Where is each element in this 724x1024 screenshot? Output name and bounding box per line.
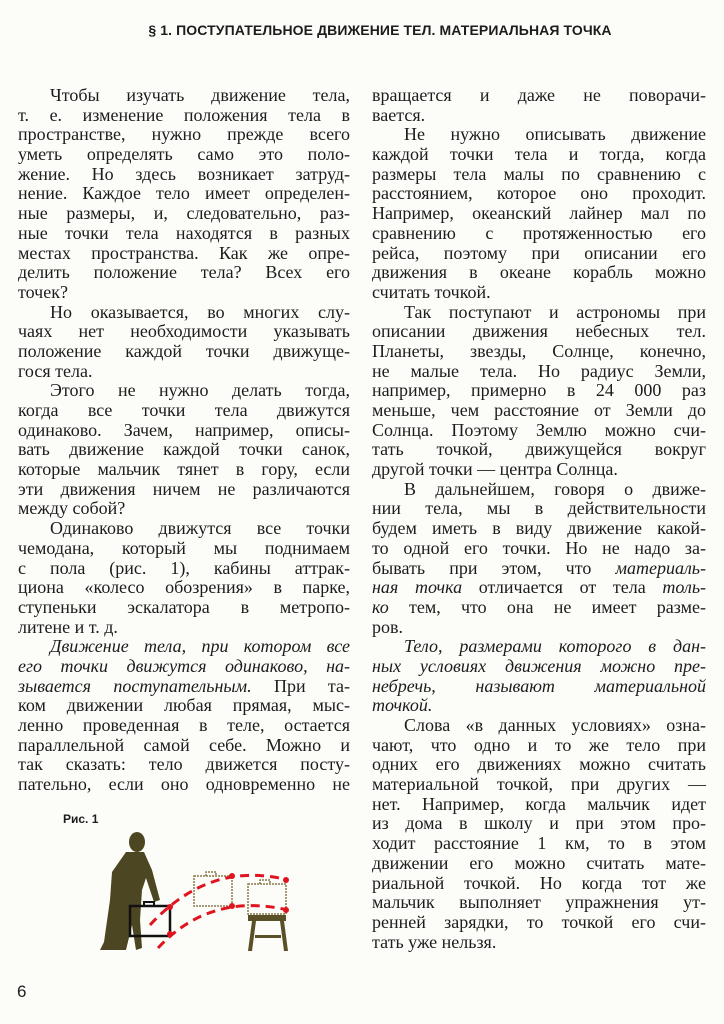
text-line	[18, 677, 350, 697]
text-line	[372, 460, 706, 480]
text-line	[372, 342, 706, 362]
text-line	[372, 657, 706, 677]
text-line	[372, 165, 706, 185]
text: литене и т. д.	[18, 616, 118, 637]
text-line	[372, 283, 706, 303]
italic-text: ко	[372, 596, 389, 617]
text-line	[372, 716, 706, 736]
text-line	[372, 362, 706, 382]
text-line	[18, 381, 350, 401]
text-line	[372, 106, 706, 126]
text: Одинаково движутся все точки	[50, 518, 350, 539]
text-line	[372, 381, 706, 401]
text: отличается от тела	[462, 577, 663, 598]
text: эти движения ничем не различаются	[18, 478, 350, 499]
text-line	[372, 440, 706, 460]
text: то одной его точки. Но не надо за-	[372, 537, 706, 558]
italic-text: Движение тела, при котором все	[50, 636, 350, 657]
italic-text: Тело, размерами которого в дан-	[404, 636, 706, 657]
text: Например, океанский лайнер мал по	[372, 203, 706, 224]
text-line	[18, 224, 350, 244]
text: Солнца. Поэтому Землю можно счи-	[372, 419, 706, 440]
text-line	[372, 578, 706, 598]
text: вращается и даже не поворачи-	[372, 85, 706, 105]
italic-text: небречь, называют материальной	[372, 675, 706, 696]
right-column	[372, 86, 706, 952]
italic-text: зывается поступательным.	[18, 675, 252, 696]
text: мальчик выполняет упражнения ут-	[372, 892, 706, 913]
text-line	[372, 893, 706, 913]
text-line	[18, 539, 350, 559]
text: расстоянием, которое оно проходит.	[372, 183, 706, 204]
paragraph	[18, 86, 350, 303]
text-line	[18, 145, 350, 165]
text-line	[372, 244, 706, 264]
text: из дома в школу и при этом про-	[372, 813, 706, 834]
text: между собой?	[18, 498, 126, 519]
text: чают, что одно и то же тело при	[372, 734, 706, 755]
text-line	[372, 125, 706, 145]
text-line	[372, 145, 706, 165]
text-line	[372, 322, 706, 342]
text: Так поступают и астрономы при	[404, 301, 706, 322]
text: материальной точкой, при других —	[372, 774, 706, 795]
text: точек?	[18, 281, 68, 302]
text-line	[372, 637, 706, 657]
text-line	[18, 637, 350, 657]
paragraph	[18, 381, 350, 519]
text-line	[18, 775, 350, 795]
text-line	[18, 499, 350, 519]
text-line	[18, 736, 350, 756]
text-line	[18, 303, 350, 323]
figure-caption: Рис. 1	[63, 812, 99, 826]
text-line	[18, 125, 350, 145]
text-line	[18, 184, 350, 204]
text: гося тела.	[18, 360, 93, 381]
text-line	[18, 755, 350, 775]
text-line	[18, 657, 350, 677]
text: тем, что она не имеет разме-	[388, 596, 706, 617]
text: когда все точки тела движутся	[18, 400, 350, 420]
text-line	[18, 480, 350, 500]
text-line	[372, 401, 706, 421]
paragraph	[372, 303, 706, 480]
text-line	[372, 204, 706, 224]
text: риальной точкой. Но когда тот же	[372, 872, 706, 893]
text-line	[372, 618, 706, 638]
paragraph	[372, 480, 706, 638]
text: т. е. изменение положения тела в	[18, 104, 350, 125]
text: одних его движениях можно считать	[372, 754, 706, 775]
paragraph	[18, 519, 350, 637]
text: Не нужно описывать движение	[404, 124, 706, 145]
text: каждой точки тела и тогда, когда	[372, 144, 706, 165]
text-line	[18, 244, 350, 264]
text-line	[372, 499, 706, 519]
suitcase-end	[248, 880, 286, 914]
text: будем иметь в виду движение какой-	[372, 518, 706, 539]
text-line	[18, 401, 350, 421]
text: Планеты, звезды, Солнце, конечно,	[372, 340, 706, 361]
text-line	[372, 814, 706, 834]
text: движения в океане корабль можно	[372, 262, 706, 283]
text: ходит расстояние 1 км, то в этом	[372, 833, 706, 854]
text-line	[18, 342, 350, 362]
paragraph	[372, 716, 706, 952]
text: циона «колесо обозрения» в парке,	[18, 577, 350, 598]
text-line	[18, 598, 350, 618]
text: меньше, чем расстояние от Земли до	[372, 400, 706, 420]
text: описании движения небесных тел.	[372, 321, 706, 342]
text: пательно, если оно одновременно не	[18, 774, 350, 795]
figure-suitcase-illustration	[80, 830, 310, 960]
text: чемодана, который мы поднимаем	[18, 537, 350, 558]
italic-text: толь-	[662, 577, 707, 598]
text: уметь определять само это поло-	[18, 144, 350, 165]
text-line	[18, 716, 350, 736]
text-line	[372, 86, 706, 106]
italic-text: точкой.	[372, 695, 433, 716]
text-line	[372, 184, 706, 204]
text: ров.	[372, 616, 403, 637]
text: Этого не нужно делать тогда,	[50, 380, 350, 401]
text-line	[18, 440, 350, 460]
text: При та-	[251, 675, 351, 696]
text: нии тела, мы в действительности	[372, 498, 706, 519]
stool	[248, 915, 288, 951]
text: Но оказывается, во многих слу-	[50, 301, 350, 322]
text-line	[372, 421, 706, 441]
text: пространстве, нужно прежде всего	[18, 124, 350, 145]
paragraph	[372, 86, 706, 125]
text: ступеньки эскалатора в метропо-	[18, 596, 350, 617]
text: движении его можно считать мате-	[372, 852, 706, 873]
left-column	[18, 86, 350, 795]
text-line	[372, 263, 706, 283]
text-line	[372, 736, 706, 756]
text: Слова «в данных условиях» озна-	[404, 715, 706, 735]
text: местах пространства. Как же опре-	[18, 242, 350, 263]
text: одинаково. Зачем, например, описы-	[18, 419, 350, 440]
text: сравнению с протяженностью его	[372, 222, 706, 243]
text-line	[372, 775, 706, 795]
text: рейса, поэтому при описании его	[372, 242, 706, 263]
text-line	[372, 874, 706, 894]
section-heading: § 1. ПОСТУПАТЕЛЬНОЕ ДВИЖЕНИЕ ТЕЛ. МАТЕРИАЛЬНАЯ ТОЧКА	[148, 22, 612, 38]
text: параллельной самой себе. Можно и	[18, 734, 350, 755]
text: которые мальчик тянет в гору, если	[18, 459, 350, 480]
text: например, примерно в 24 000 раз	[372, 380, 706, 401]
text: не малые тела. Но радиус Земли,	[372, 360, 706, 381]
text: ные размеры, и, следовательно, раз-	[18, 203, 350, 224]
text-line	[372, 913, 706, 933]
italic-text: его точки движутся одинаково, на-	[18, 655, 350, 676]
text: тать уже нельзя.	[372, 931, 497, 952]
text: положение каждой точки движуще-	[18, 340, 350, 361]
text: бывать при этом, что	[372, 557, 616, 578]
text-line	[18, 263, 350, 283]
text: Чтобы изучать движение тела,	[50, 85, 350, 105]
text-line	[372, 303, 706, 323]
text: ренней зарядки, то точкой его счи-	[372, 911, 706, 932]
text-line	[372, 677, 706, 697]
text-line	[372, 539, 706, 559]
text-line	[372, 224, 706, 244]
text: ком движении любая прямая, мыс-	[18, 695, 350, 716]
text: нет. Например, когда мальчик идет	[372, 793, 706, 814]
text: делить положение тела? Всех его	[18, 262, 350, 283]
text: В дальнейшем, говоря о движе-	[404, 478, 706, 499]
text-line	[18, 165, 350, 185]
text-line	[18, 322, 350, 342]
text-line	[18, 578, 350, 598]
text: ные точки тела находятся в разных	[18, 222, 350, 243]
text-line	[372, 519, 706, 539]
text-line	[372, 559, 706, 579]
paragraph	[372, 125, 706, 302]
text: с пола (рис. 1), кабины аттрак-	[18, 557, 350, 578]
paragraph	[18, 303, 350, 382]
text-line	[18, 421, 350, 441]
text-line	[18, 559, 350, 579]
text: размеры тела малы по сравнению с	[372, 163, 706, 184]
text-line	[372, 933, 706, 953]
text: ленно проведенная в теле, остается	[18, 715, 350, 735]
text: жение. Но здесь возникает затруд-	[18, 163, 350, 184]
paragraph	[372, 637, 706, 716]
text-line	[18, 460, 350, 480]
page-number: 6	[17, 982, 27, 1001]
text-line	[18, 106, 350, 126]
text: вается.	[372, 104, 426, 125]
text-line	[372, 480, 706, 500]
italic-text: ная точка	[372, 577, 463, 598]
text-line	[18, 362, 350, 382]
italic-text: материаль-	[615, 557, 706, 578]
paragraph	[18, 637, 350, 795]
text: считать точкой.	[372, 281, 491, 302]
text: чаях нет необходимости указывать	[18, 321, 350, 342]
italic-text: ных условиях движения можно пре-	[372, 655, 706, 676]
text-line	[372, 795, 706, 815]
text-line	[18, 204, 350, 224]
text: так сказать: тело движется посту-	[18, 754, 350, 775]
text: вать движение каждой точки санок,	[18, 439, 350, 460]
text-line	[18, 519, 350, 539]
text-line	[18, 618, 350, 638]
text-line	[372, 834, 706, 854]
text-line	[372, 854, 706, 874]
text-line	[18, 86, 350, 106]
text-line	[372, 755, 706, 775]
text-line	[18, 696, 350, 716]
text: нение. Каждое тело имеет определен-	[18, 183, 350, 204]
text: тать точкой, движущейся вокруг	[372, 439, 706, 460]
text-line	[18, 283, 350, 303]
text-line	[372, 598, 706, 618]
text: другой точки — центра Солнца.	[372, 459, 618, 480]
text-line	[372, 696, 706, 716]
